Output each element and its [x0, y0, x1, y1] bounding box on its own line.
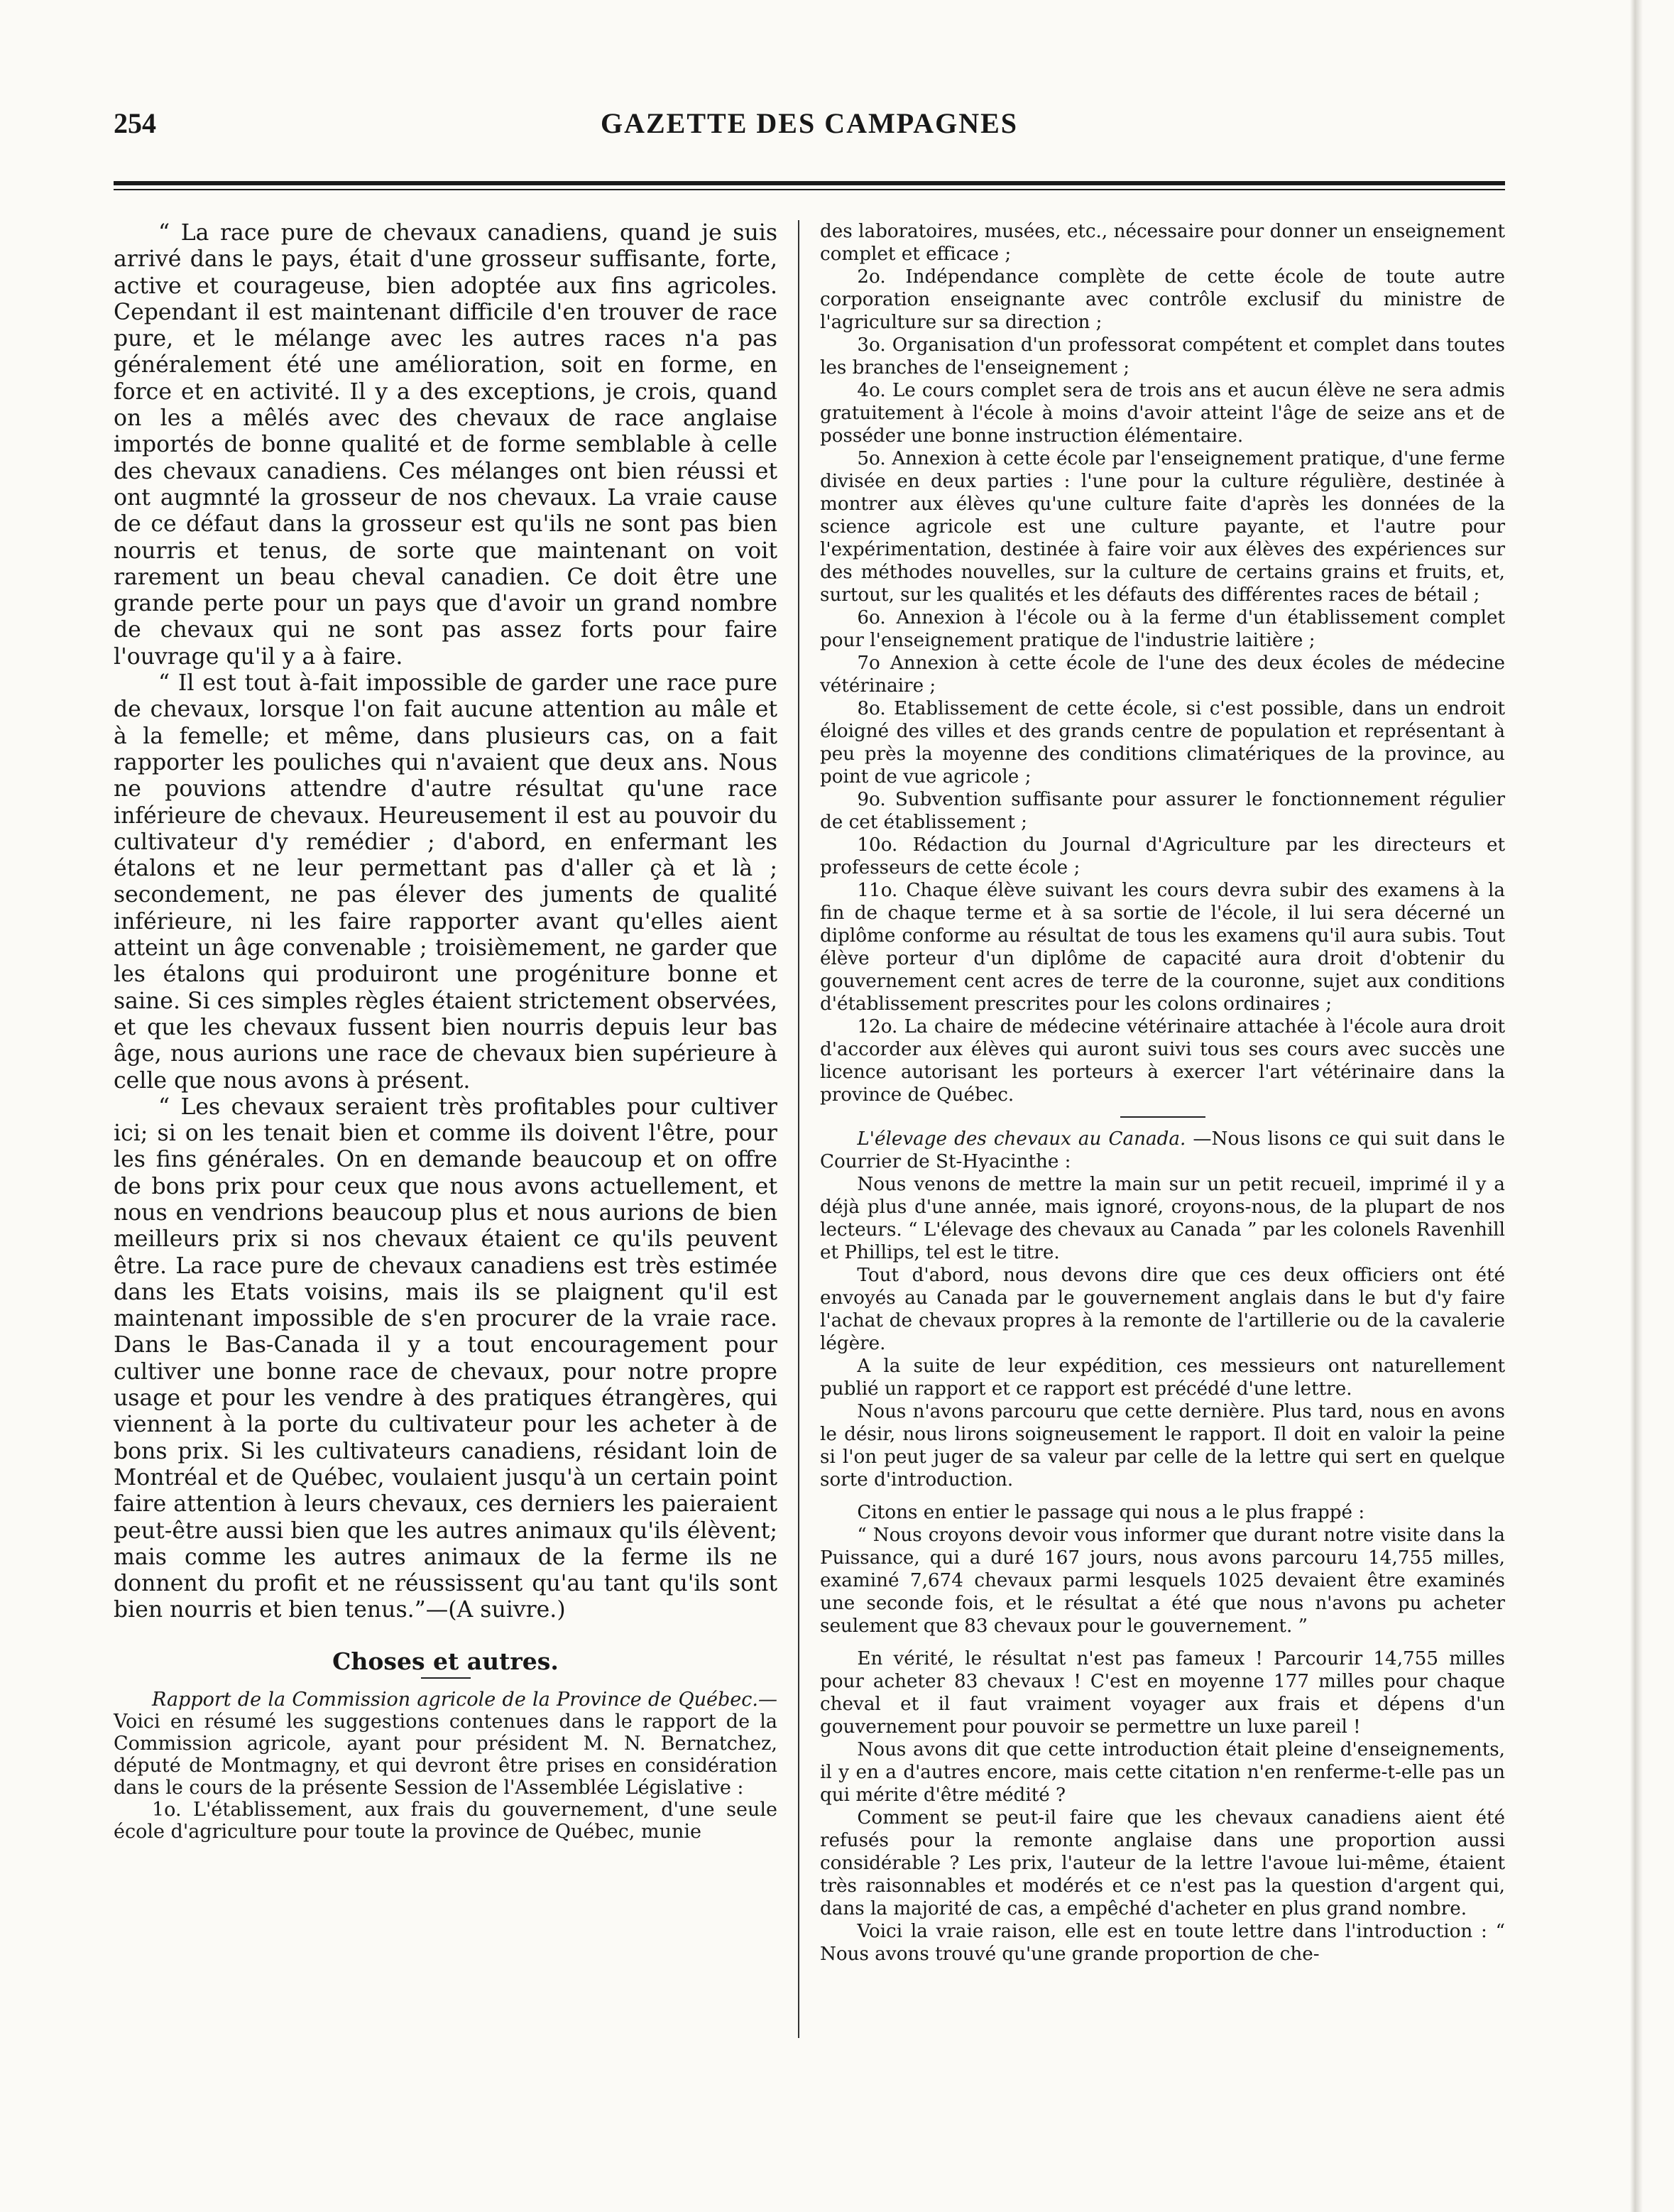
paragraph: Citons en entier le passage qui nous a le plus frappé : [857, 1502, 1365, 1523]
page-header [114, 107, 1505, 156]
section-title: Choses et autres. [332, 1647, 559, 1675]
page-binding-edge [1630, 0, 1643, 2212]
paragraph: Nous n'avons parcouru que cette dernière. Plus tard, nous en avons le désir, nous lirons soigneusement le rapport. Il doit en valoir la peine si l'on peut juger de sa valeur par celle de la lettre qui sert en quelque sorte d'introduction. [820, 1401, 1505, 1491]
list-item: 7o Annexion à cette école de l'une des deux écoles de médecine vétérinaire ; [820, 653, 1505, 697]
rapport-text: Voici en résumé les suggestions contenues dans le rapport de la Commission agricole, ayant pour président M. N. Bernatchez, député de Montmagny, et qui devront être prises en considération dans le cours de la présente Session de l'Assemblée Législative : [114, 1711, 777, 1799]
paragraph: “ Il est tout à-fait impossible de garder une race pure de chevaux, lorsque l'on fait aucune attention au mâle et à la femelle; et même, dans plusieurs cas, on a fait rapporter les pouliches qui n'avaient que deux ans. Nous ne pouvions attendre d'autre résultat qu'une race inférieure de chevaux. Heureusement il est au pouvoir du cultivateur d'y remédier ; d'abord, en enfermant les étalons et ne leur permettant pas d'aller çà et là ; secondement, ne pas élever des juments de qualité inférieure, ni les faire rapporter avant qu'elles aient atteint un âge convenable ; troisièmement, ne garder que les étalons qui produiront une progéniture bonne et saine. Si ces simples règles étaient strictement observées, et que les chevaux fussent bien nourris depuis leur bas âge, nous aurions une race de chevaux bien supérieure à celle que nous avons à présent. [114, 670, 777, 1094]
list-item: 3o. Organisation d'un professorat compétent et complet dans toutes les branches de l'enseignement ; [820, 334, 1505, 378]
list-item: 4o. Le cours complet sera de trois ans et aucun élève ne sera admis gratuitement à l'école à moins d'avoir atteint l'âge de seize ans et de posséder une bonne instruction élémentaire. [820, 380, 1505, 447]
item-1: 1o. L'établissement, aux frais du gouvernement, d'une seule école d'agriculture pour toute la province de Québec, munie [114, 1799, 777, 1843]
header-rule-thick [114, 181, 1505, 185]
list-item: 2o. Indépendance complète de cette école de toute autre corporation enseignante avec contrôle exclusif du ministre de l'agriculture sur sa direction ; [820, 266, 1505, 333]
header-rule-thin [114, 189, 1505, 190]
short-rule [1120, 1116, 1205, 1118]
paragraph: Comment se peut-il faire que les chevaux canadiens aient été refusés pour la remonte anglaise dans une proportion aussi considérable ? Les prix, l'auteur de la lettre l'avoue lui-même, étaient très raisonnables et modérés et ce n'est pas la question d'argent qui, dans la majorité de cas, a empêché d'acheter en plus grand nombre. [820, 1807, 1505, 1919]
list-item: 5o. Annexion à cette école par l'enseignement pratique, d'une ferme divisée en deux parties : l'une pour la culture régulière, destinée à montrer aux élèves qu'une culture faite d'après les données de la science agricole est une culture payante, et l'autre pour l'expérimentation, destinée à faire voir aux élèves des expériences sur des méthodes nouvelles, sur la culture de certains grains et fruits, et, surtout, sur les qualités et les défauts des différentes races de bétail ; [820, 448, 1505, 606]
left-column [114, 220, 777, 1843]
paragraph: En vérité, le résultat n'est pas fameux ! Parcourir 14,755 milles pour acheter 83 chevaux ! C'est en moyenne 177 milles pour chaque cheval et il faut vraiment voyager aux frais et dépens d'un gouvernement pour pouvoir se permettre un luxe pareil ! [820, 1648, 1505, 1738]
quotation: “ Nous croyons devoir vous informer que durant notre visite dans la Puissance, qui a duré 167 jours, nous avons parcouru 14,755 milles, examiné 7,674 chevaux parmi lesquels 1025 devaient être examinés une seconde fois, et le résultat a été que nous n'avons pu acheter seulement que 83 chevaux pour le gouvernement. ” [820, 1525, 1505, 1637]
paragraph: “ Les chevaux seraient très profitables pour cultiver ici; si on les tenait bien et comme ils doivent l'être, pour les fins générales. On en demande beaucoup et on offre de bons prix pour ceux que nous avons actuellement, et nous en vendrions beaucoup plus et nous aurions de bien meilleurs prix si nos chevaux étaient ce qu'ils peuvent être. La race pure de chevaux canadiens est très estimée dans les Etats voisins, mais ils se plaignent qu'il est maintenant impossible de s'en procurer de la vraie race. Dans le Bas-Canada il y a tout encouragement pour cultiver une bonne race de chevaux, pour notre propre usage et pour les vendre à des pratiques étrangères, qui viennent à la porte du cultivateur pour les acheter à de bons prix. Si les cultivateurs canadiens, résidant loin de Montréal et de Québec, voulaient jusqu'à un certain point faire attention à leurs chevaux, ces derniers les paieraient peut-être aussi bien que les autres animaux qu'ils élèvent; mais comme les autres animaux de la ferme ils ne donnent du profit et ne réussissent qu'au tant qu'ils sont bien nourris et bien tenus.”—(A suivre.) [114, 1094, 777, 1623]
right-column [820, 220, 1505, 1966]
rapport-paragraph [114, 1689, 777, 1799]
page-number: 254 [114, 107, 156, 139]
list-item: 8o. Etablissement de cette école, si c'est possible, dans un endroit éloigné des villes et des grands centre de population et représentant à peu près la moyenne des conditions climatériques de la province, au point de vue agricole ; [820, 698, 1505, 788]
paragraph: Nous venons de mettre la main sur un petit recueil, imprimé il y a déjà plus d'une année, mais ignoré, croyons-nous, de la plupart de nos lecteurs. “ L'élevage des chevaux au Canada ” par les colonels Ravenhill et Phillips, tel est le titre. [820, 1174, 1505, 1263]
list-item: 12o. La chaire de médecine vétérinaire attachée à l'école aura droit d'accorder aux élèves qui auront suivi tous ses cours avec succès une licence autorisant les porteurs à exercer l'art vétérinaire dans la province de Québec. [820, 1016, 1505, 1106]
journal-title: GAZETTE DES CAMPAGNES [600, 107, 1018, 139]
paragraph: Tout d'abord, nous devons dire que ces deux officiers ont été envoyés au Canada par le gouvernement anglais dans le but d'y faire l'achat de chevaux propres à la remonte de l'artillerie ou de la cavalerie légère. [820, 1265, 1505, 1354]
paragraph: A la suite de leur expédition, ces messieurs ont naturellement publié un rapport et ce rapport est précédé d'une lettre. [820, 1356, 1505, 1400]
elevage-intro: —Nous lisons ce qui suit dans le Courrier de St-Hyacinthe : [820, 1128, 1506, 1172]
list-item: 10o. Rédaction du Journal d'Agriculture par les directeurs et professeurs de cette école ; [820, 834, 1505, 878]
list-item: 9o. Subvention suffisante pour assurer le fonctionnement régulier de cet établissement ; [820, 789, 1505, 833]
list-item: 11o. Chaque élève suivant les cours devra subir des examens à la fin de chaque terme et à sa sortie de l'école, il lui sera décerné un diplôme conforme au résultat de tous les examens qu'il aura subis. Tout élève porteur d'un diplôme de capacité aura droit d'obtenir du gouvernement cent acres de terre de la couronne, sujet aux conditions d'établissement prescrites pour les colons ordinaires ; [820, 880, 1505, 1015]
paragraph: “ La race pure de chevaux canadiens, quand je suis arrivé dans le pays, était d'une grosseur suffisante, forte, active et courageuse, bien adoptée aux fins agricoles. Cependant il est maintenant difficile d'en trouver de race pure, et le mélange avec les autres races n'a pas généralement été une amélioration, soit en forme, en force et en activité. Il y a des exceptions, je crois, quand on les a mêlés avec des chevaux de race anglaise importés de bonne qualité et de forme semblable à celle des chevaux canadiens. Ces mélanges ont bien réussi et ont augmnté la grosseur de nos chevaux. La vraie cause de ce défaut dans la grosseur est qu'ils ne sont pas bien nourris et tenus, de sorte que maintenant on voit rarement un beau cheval canadien. Ce doit être une grande perte pour un pays que d'avoir un grand nombre de chevaux qui ne sont pas assez forts pour faire l'ouvrage qu'il y a à faire. [114, 220, 777, 670]
paragraph: Nous avons dit que cette introduction était pleine d'enseignements, il y en a d'autres encore, mais cette citation n'en renferme-t-elle pas un qui mérite d'être médité ? [820, 1739, 1505, 1806]
elevage-paragraph [820, 1128, 1505, 1173]
section-rule [421, 1677, 471, 1679]
elevage-lead: L'élevage des chevaux au Canada. [857, 1128, 1186, 1150]
list-item: 6o. Annexion à l'école ou à la ferme d'un établissement complet pour l'enseignement pratique de l'industrie laitière ; [820, 607, 1505, 651]
paragraph: Voici la vraie raison, elle est en toute lettre dans l'introduction : “ Nous avons trouvé qu'une grande proportion de che- [820, 1921, 1505, 1965]
list-item: des laboratoires, musées, etc., nécessaire pour donner un enseignement complet et efficace ; [820, 221, 1505, 265]
column-divider [798, 220, 799, 2038]
rapport-lead: Rapport de la Commission agricole de la Province de Québec.— [152, 1689, 777, 1711]
